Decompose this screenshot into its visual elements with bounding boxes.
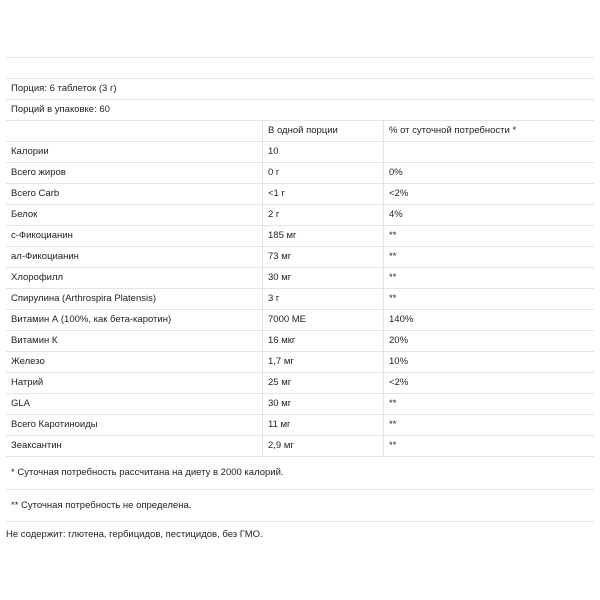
nutrient-amount: 2,9 мг [268,440,294,451]
column-divider [262,163,263,183]
column-divider [383,436,384,456]
nutrient-name: Витамин К [11,335,58,346]
nutrient-daily-value: 10% [389,356,409,367]
nutrient-amount: 2 г [268,209,280,220]
column-divider [383,289,384,309]
nutrient-name: Белок [11,209,38,220]
nutrient-daily-value: 4% [389,209,403,220]
table-row [6,330,594,351]
top-divider [6,57,594,58]
column-divider [383,142,384,162]
nutrient-amount: 73 мг [268,251,292,262]
table-row [6,372,594,393]
servings-per-container-row [6,99,594,120]
nutrient-amount: 30 мг [268,398,292,409]
table-row [6,288,594,309]
table-row [6,183,594,204]
nutrient-daily-value: <2% [389,188,409,199]
column-divider [383,205,384,225]
column-divider [383,373,384,393]
table-row [6,246,594,267]
nutrient-amount: 7000 МЕ [268,314,307,325]
column-divider [383,394,384,414]
supplement-facts-table [6,78,594,522]
table-row [6,351,594,372]
nutrient-name: Железо [11,356,45,367]
header-daily-value: % от суточной потребности * [389,125,517,136]
serving-size-row [6,78,594,99]
nutrient-name: Всего Каротиноиды [11,419,98,430]
footnote-not-established-row [6,489,594,522]
header-amount: В одной порции [268,125,338,136]
nutrient-name: Всего Carb [11,188,60,199]
column-divider [262,184,263,204]
table-row [6,393,594,414]
nutrient-amount: 10 [268,146,279,157]
column-divider [262,436,263,456]
column-divider [262,394,263,414]
nutrient-daily-value: ** [389,440,397,451]
free-from-statement: Не содержит: глютена, гербицидов, пестицидов, без ГМО. [6,529,263,540]
column-divider [262,373,263,393]
nutrient-name: Натрий [11,377,44,388]
column-divider [262,205,263,225]
column-divider [383,247,384,267]
servings-per-container-label: Порций в упаковке: 60 [11,104,110,115]
column-divider [383,184,384,204]
table-row [6,435,594,456]
nutrient-name: Хлорофилл [11,272,64,283]
column-divider [383,310,384,330]
column-divider [262,310,263,330]
nutrient-daily-value: ** [389,419,397,430]
column-divider [262,289,263,309]
nutrient-daily-value: ** [389,251,397,262]
nutrient-daily-value: 20% [389,335,409,346]
nutrient-name: GLA [11,398,31,409]
nutrient-daily-value: ** [389,230,397,241]
nutrient-amount: 185 мг [268,230,297,241]
nutrient-amount: <1 г [268,188,285,199]
table-row [6,162,594,183]
table-row [6,309,594,330]
column-divider [262,415,263,435]
column-divider [383,163,384,183]
nutrient-name: Витамин А (100%, как бета-каротин) [11,314,172,325]
nutrient-daily-value: <2% [389,377,409,388]
column-divider [383,415,384,435]
column-divider [383,352,384,372]
nutrient-name: Зеаксантин [11,440,62,451]
nutrient-daily-value: ** [389,398,397,409]
column-divider [383,121,384,141]
table-row [6,414,594,435]
nutrient-rows [6,141,594,456]
table-row [6,225,594,246]
column-divider [262,121,263,141]
footnote-daily-value: * Суточная потребность рассчитана на диету в 2000 калорий. [11,467,284,478]
footnote-daily-value-row [6,456,594,489]
column-divider [262,142,263,162]
table-row [6,204,594,225]
nutrient-name: Калории [11,146,49,157]
column-divider [383,331,384,351]
table-header-row [6,120,594,141]
column-divider [383,226,384,246]
table-row [6,267,594,288]
column-divider [262,352,263,372]
column-divider [262,226,263,246]
nutrient-daily-value: ** [389,272,397,283]
nutrient-name: ал-Фикоцианин [11,251,79,262]
footnote-not-established: ** Суточная потребность не определена. [11,500,192,511]
nutrient-amount: 3 г [268,293,280,304]
column-divider [262,331,263,351]
nutrient-daily-value: ** [389,293,397,304]
serving-size-label: Порция: 6 таблеток (3 г) [11,83,117,94]
nutrient-amount: 16 мкг [268,335,296,346]
nutrient-amount: 0 г [268,167,280,178]
column-divider [383,268,384,288]
nutrient-amount: 30 мг [268,272,292,283]
column-divider [262,247,263,267]
nutrient-daily-value: 140% [389,314,414,325]
nutrient-amount: 1,7 мг [268,356,294,367]
nutrient-daily-value: 0% [389,167,403,178]
nutrient-name: Спирулина (Arthrospira Platensis) [11,293,157,304]
table-row [6,141,594,162]
nutrient-name: c-Фикоцианин [11,230,73,241]
column-divider [262,268,263,288]
nutrient-amount: 11 мг [268,419,291,430]
nutrient-amount: 25 мг [268,377,292,388]
nutrient-name: Всего жиров [11,167,66,178]
